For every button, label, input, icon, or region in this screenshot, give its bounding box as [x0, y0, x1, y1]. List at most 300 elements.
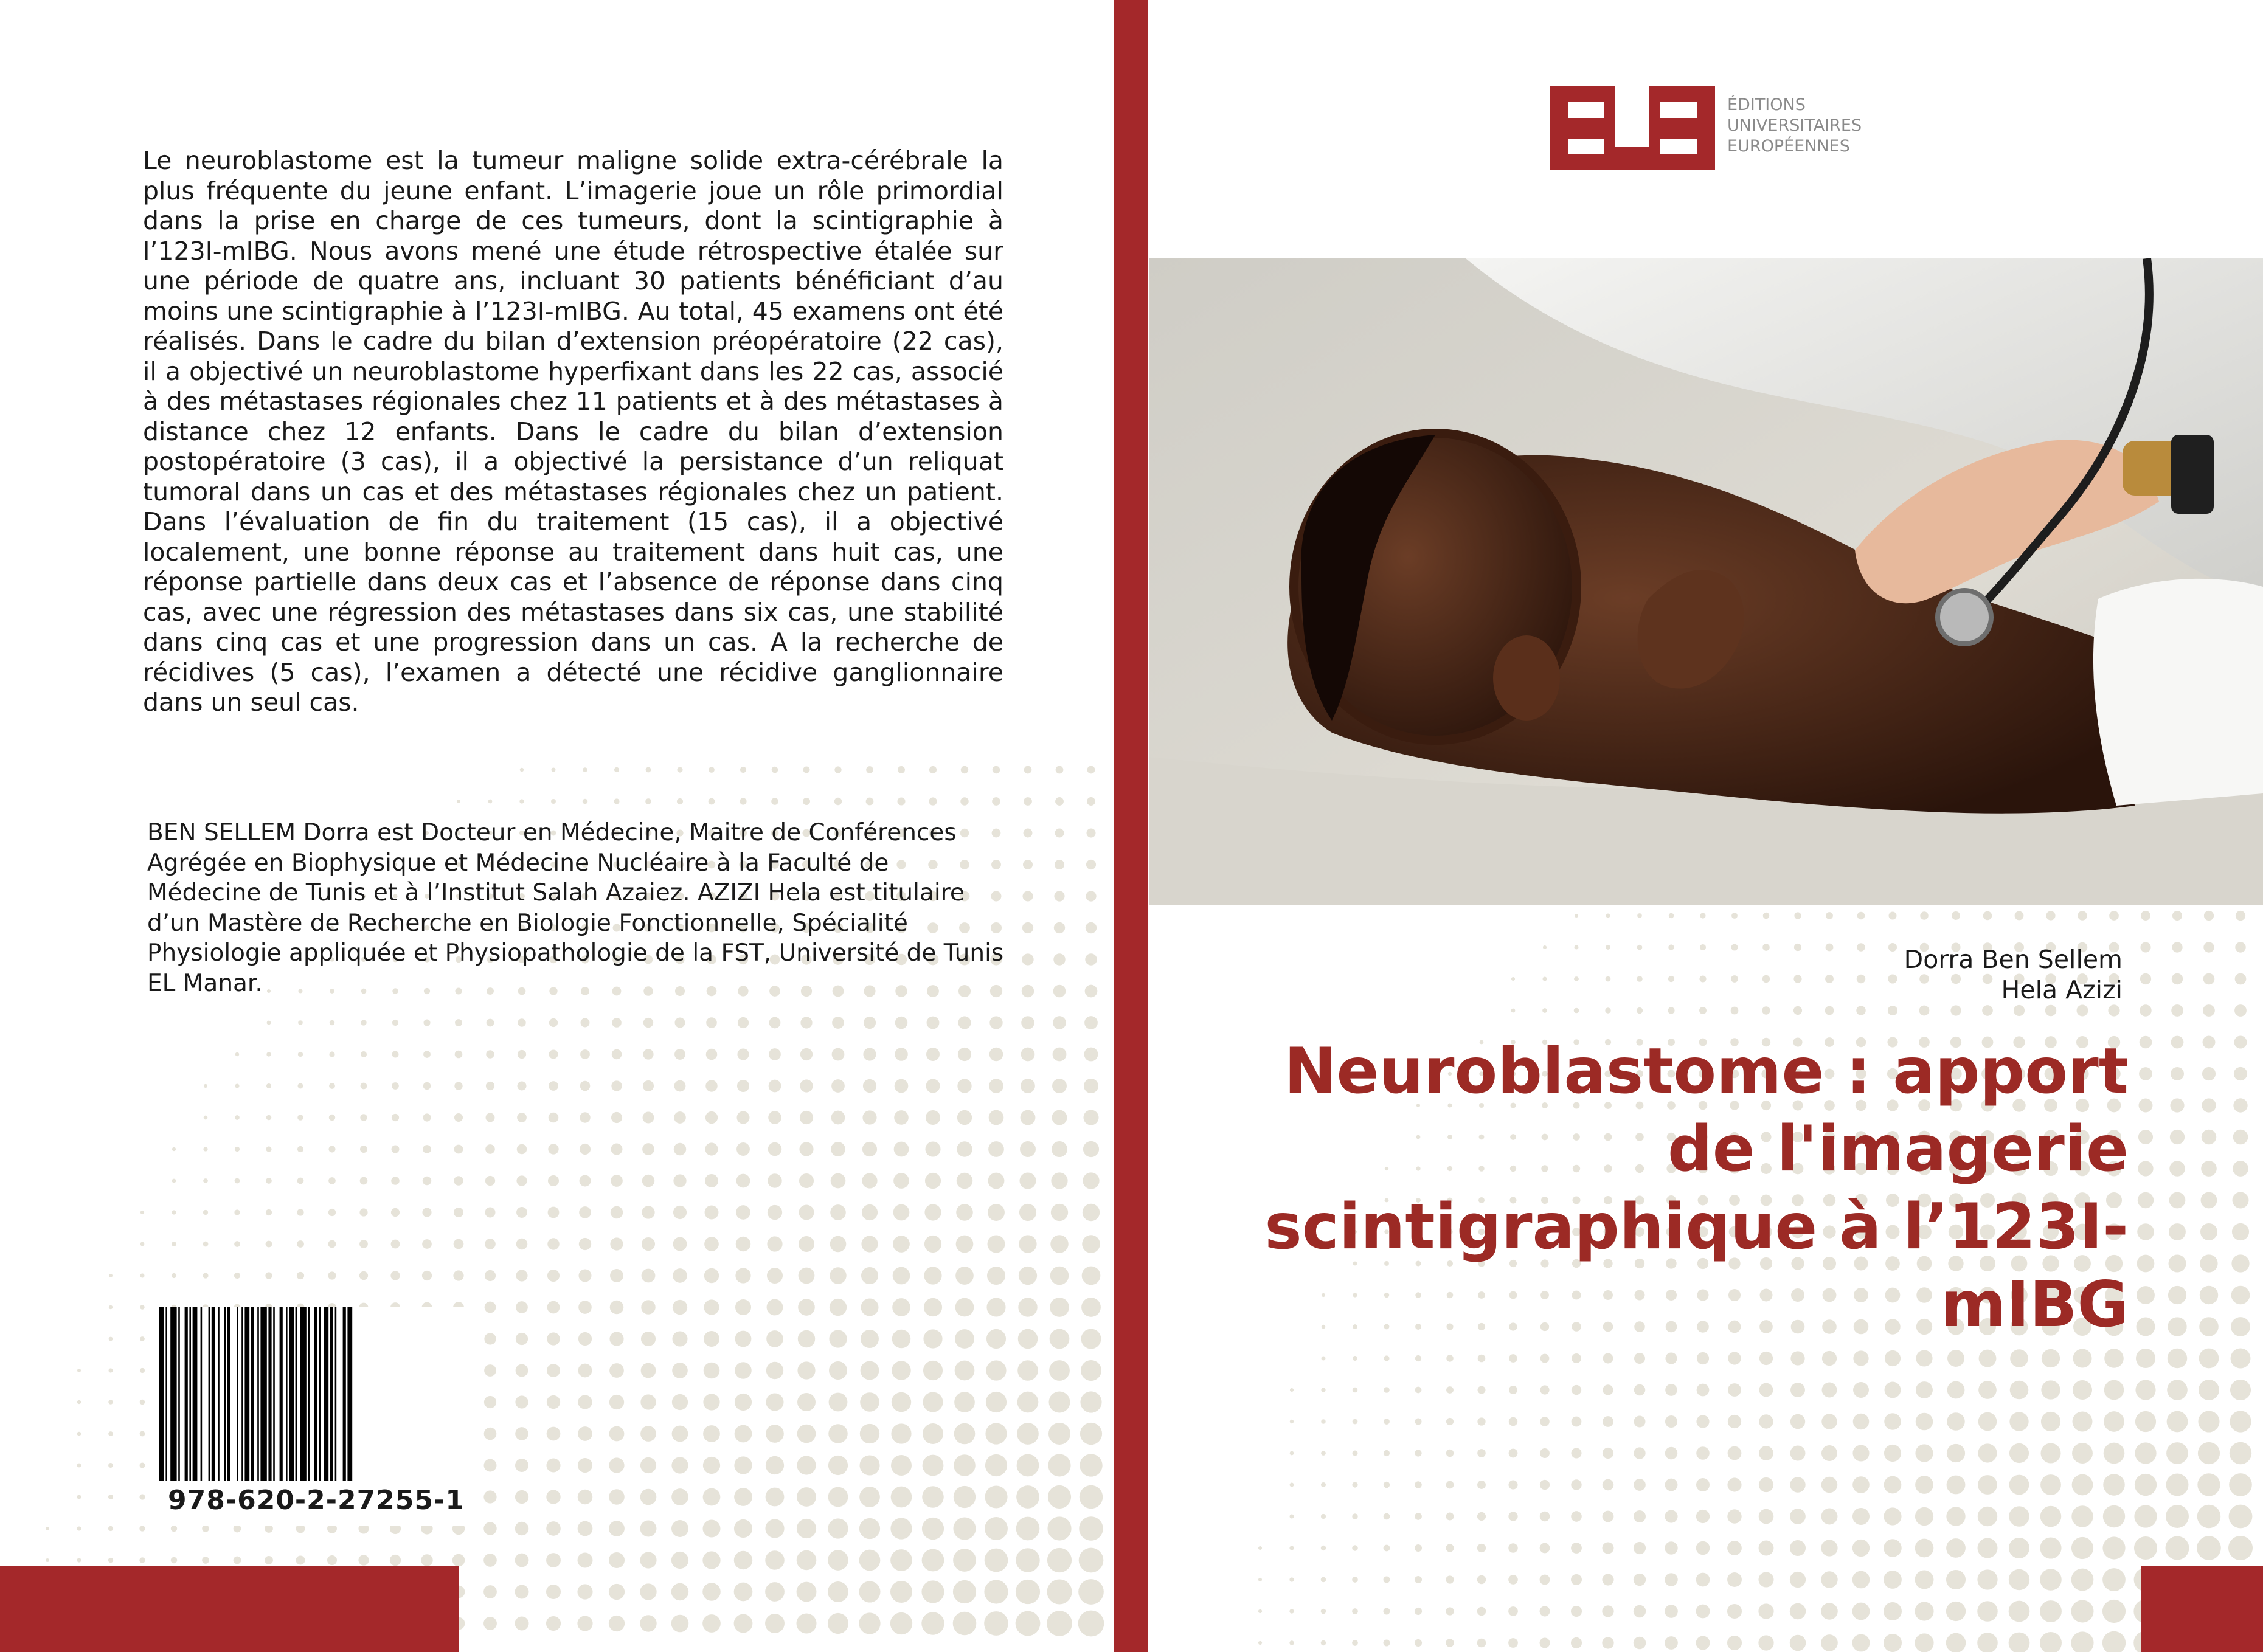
halftone-dot	[2199, 1349, 2219, 1369]
halftone-dot	[1977, 1601, 1998, 1622]
halftone-dot	[671, 1520, 688, 1537]
halftone-dot	[988, 1141, 1004, 1157]
cover-photo	[1149, 258, 2263, 905]
halftone-dot	[547, 1332, 560, 1345]
halftone-dot	[359, 1208, 367, 1216]
halftone-dot	[108, 1495, 113, 1499]
publisher-logo	[1550, 86, 1878, 170]
halftone-dot	[1020, 1141, 1036, 1157]
halftone-dot	[985, 1549, 1008, 1572]
barcode-bar	[251, 1307, 254, 1481]
halftone-dot	[2040, 1474, 2061, 1495]
barcode-bar	[273, 1307, 275, 1481]
halftone-dot	[703, 1425, 720, 1442]
halftone-dot	[578, 1395, 592, 1409]
halftone-dot	[2168, 1286, 2186, 1304]
halftone-dot	[641, 1300, 655, 1314]
halftone-dot	[1915, 1602, 1933, 1620]
halftone-dot	[797, 1582, 817, 1602]
halftone-dot	[549, 1113, 559, 1123]
halftone-dot	[1415, 1355, 1421, 1361]
halftone-dot	[1083, 1141, 1099, 1157]
halftone-dot	[235, 1178, 240, 1184]
halftone-dot	[1793, 1006, 1802, 1015]
halftone-dot	[1022, 953, 1033, 965]
halftone-dot	[892, 1330, 911, 1349]
halftone-dot	[1083, 1204, 1100, 1221]
halftone-dot	[1540, 1606, 1550, 1617]
halftone-dot	[766, 1456, 784, 1474]
back-cover-summary: Le neuroblastome est la tumeur maligne solide extra-cérébrale la plus fréquente du jeune enfant. L’imagerie joue un rôle primordial dans la prise en charge de ces tumeurs, dont la scintigraphie à l’123I-mIBG. Nous avons mené une étude rétrospective étalée sur une période de quatre ans, incluant 30 patients bénéficiant d’au moins une scintigraphie à l’123I-mIBG. Au total, 45 examens ont été réalisés. Dans le cadre du bilan d’extension préopératoire (22 cas), il a objectivé un neuroblastome hyperfixant dans les 22 cas, associé à des métastases régionales chez 11 patients et à des métastases à distance chez 12 enfants. Dans le cadre du bilan d’extension postopératoire (3 cas), il a objectivé la persistance d’un reliquat tumoral dans un cas et des métastases régionales chez un patient. Dans l’évaluation de fin du traitement (15 cas), il a objectivé localement, une bonne réponse au traitement dans huit cas, une réponse partielle dans deux cas et l’absence de réponse dans cinq cas, avec une régression des métastases dans six cas, une stabilité dans cinq cas et une progression dans un cas. A la recherche de récidives (5 cas), l’examen a détecté une récidive ganglionnaire dans un seul cas.	[143, 146, 1003, 717]
halftone-dot	[1016, 1580, 1040, 1604]
halftone-dot	[423, 1145, 431, 1153]
halftone-dot	[457, 800, 460, 803]
halftone-dot	[2166, 1505, 2189, 1528]
halftone-dot	[1082, 1235, 1100, 1253]
halftone-dot	[1543, 977, 1547, 981]
halftone-dot	[890, 1549, 912, 1571]
halftone-dot	[859, 1550, 881, 1571]
halftone-dot	[1697, 1352, 1709, 1364]
halftone-dot	[1477, 1607, 1486, 1616]
halftone-dot	[704, 1237, 719, 1251]
halftone-dot	[893, 1204, 910, 1221]
halftone-dot	[1049, 1360, 1070, 1381]
halftone-dot	[609, 1426, 625, 1442]
halftone-dot	[1508, 1480, 1517, 1489]
halftone-dot	[765, 1550, 785, 1570]
halftone-dot	[1352, 1640, 1358, 1646]
halftone-dot	[359, 1240, 368, 1248]
halftone-dot	[1916, 1381, 1933, 1398]
halftone-dot	[1665, 1479, 1678, 1491]
halftone-dot	[77, 1369, 81, 1372]
halftone-dot	[519, 799, 524, 803]
halftone-dot	[1915, 1476, 1933, 1494]
halftone-dot	[1017, 1423, 1039, 1445]
halftone-dot	[423, 1177, 432, 1186]
halftone-dot	[1727, 1636, 1742, 1650]
barcode-bar	[330, 1307, 333, 1481]
halftone-dot	[645, 798, 651, 804]
halftone-dot	[2203, 1036, 2216, 1049]
halftone-dot	[330, 1020, 334, 1025]
halftone-dot	[139, 1557, 145, 1563]
halftone-dot	[1821, 1571, 1837, 1588]
author-bio: BEN SELLEM Dorra est Docteur en Médecine, Maitre de Conférences Agrégée en Biophysique et Médecine Nucléaire à la Faculté de Médecine de Tunis et à l’Institut Salah Azaiez. AZIZI Hela est titulaire d’un Mastère de Recherche en Biologie Fonctionnelle, Spécialité Physiologie appliquée et Physiopathologie de la FST, Université de Tunis EL Manar.	[147, 819, 1004, 997]
halftone-dot	[2102, 1536, 2125, 1559]
halftone-dot	[2009, 1538, 2029, 1558]
halftone-dot	[924, 1236, 941, 1253]
halftone-dot	[1884, 1507, 1901, 1525]
halftone-dot	[863, 1079, 876, 1093]
halftone-dot	[671, 1583, 688, 1600]
halftone-dot	[611, 1080, 622, 1091]
halftone-dot	[702, 1519, 720, 1537]
halftone-dot	[2203, 973, 2215, 985]
halftone-dot	[1087, 797, 1095, 806]
halftone-dot	[771, 798, 778, 805]
halftone-dot	[202, 1557, 209, 1564]
halftone-dot	[895, 1079, 909, 1093]
halftone-dot	[2136, 1349, 2155, 1368]
halftone-dot	[862, 1173, 877, 1188]
halftone-dot	[579, 1238, 591, 1250]
halftone-dot	[2228, 1536, 2253, 1560]
halftone-dot	[1053, 953, 1065, 965]
halftone-dot	[767, 1268, 783, 1284]
halftone-dot	[2200, 1223, 2217, 1240]
halftone-dot	[485, 1302, 496, 1313]
halftone-dot	[234, 1209, 240, 1215]
barcode-bar	[286, 1307, 288, 1481]
halftone-dot	[2231, 1349, 2251, 1369]
halftone-dot	[772, 767, 778, 773]
halftone-dot	[580, 1049, 590, 1059]
halftone-dot	[1052, 1079, 1067, 1093]
halftone-dot	[517, 1081, 526, 1090]
halftone-dot	[673, 1300, 687, 1315]
barcode-bar	[237, 1307, 238, 1481]
halftone-dot	[516, 1239, 528, 1250]
halftone-dot	[1321, 1451, 1326, 1456]
halftone-dot	[2199, 1380, 2219, 1400]
halftone-dot	[1727, 1604, 1742, 1619]
halftone-dot	[736, 1174, 750, 1188]
halftone-dot	[925, 1173, 941, 1189]
halftone-dot	[2078, 911, 2087, 920]
halftone-dot	[1086, 922, 1097, 933]
halftone-dot	[988, 1204, 1005, 1221]
halftone-dot	[705, 1174, 718, 1187]
halftone-dot	[140, 1368, 145, 1373]
halftone-dot	[828, 1424, 848, 1443]
halftone-dot	[1853, 1350, 1868, 1366]
halftone-dot	[830, 1236, 847, 1253]
halftone-dot	[1384, 1545, 1390, 1552]
halftone-dot	[1790, 1635, 1806, 1651]
halftone-dot	[1603, 1448, 1613, 1459]
halftone-dot	[1081, 1298, 1101, 1317]
halftone-dot	[1606, 976, 1611, 982]
halftone-dot	[892, 1298, 910, 1316]
halftone-dot	[2134, 1536, 2157, 1560]
halftone-dot	[1822, 1351, 1837, 1366]
halftone-dot	[1477, 1481, 1486, 1489]
halftone-dot	[546, 1585, 561, 1599]
halftone-dot	[1024, 766, 1032, 774]
halftone-dot	[297, 1240, 304, 1248]
halftone-dot	[1759, 1477, 1773, 1492]
halftone-dot	[1050, 1267, 1069, 1285]
halftone-dot	[108, 1368, 113, 1372]
halftone-dot	[484, 1459, 497, 1472]
halftone-dot	[993, 766, 1000, 774]
halftone-dot	[2104, 1349, 2124, 1368]
halftone-dot	[834, 798, 842, 805]
halftone-dot	[954, 1392, 975, 1412]
halftone-dot	[740, 798, 746, 804]
halftone-dot	[609, 1616, 625, 1631]
halftone-dot	[2168, 1317, 2186, 1336]
halftone-dot	[2102, 1568, 2126, 1591]
halftone-dot	[1822, 1383, 1837, 1398]
halftone-dot	[955, 1361, 975, 1381]
halftone-dot	[640, 1552, 656, 1568]
halftone-dot	[610, 1269, 623, 1282]
halftone-dot	[1446, 1418, 1454, 1425]
halftone-dot	[452, 1554, 465, 1567]
halftone-dot	[1086, 828, 1095, 837]
halftone-dot	[953, 1580, 976, 1603]
halftone-dot	[487, 1019, 494, 1027]
barcode-bar	[227, 1307, 230, 1481]
halftone-dot	[266, 1178, 272, 1184]
halftone-dot	[829, 1330, 847, 1347]
halftone-dot	[1321, 1388, 1325, 1392]
halftone-dot	[1290, 1451, 1294, 1456]
halftone-dot	[1078, 1579, 1104, 1605]
halftone-dot	[515, 1490, 528, 1504]
halftone-dot	[1047, 1548, 1072, 1572]
halftone-dot	[799, 1268, 815, 1284]
halftone-dot	[1916, 1413, 1933, 1431]
halftone-dot	[1634, 1510, 1646, 1522]
halftone-dot	[46, 1527, 49, 1530]
halftone-dot	[671, 1615, 689, 1633]
halftone-dot	[1024, 797, 1032, 806]
halftone-dot	[765, 1519, 784, 1538]
halftone-dot	[358, 1555, 369, 1565]
halftone-dot	[108, 1400, 113, 1404]
halftone-dot	[1078, 1611, 1104, 1637]
halftone-dot	[1477, 1544, 1486, 1552]
halftone-dot	[1665, 1636, 1678, 1650]
halftone-dot	[235, 1147, 240, 1152]
halftone-dot	[234, 1241, 240, 1247]
halftone-dot	[1572, 1353, 1581, 1363]
halftone-dot	[46, 1558, 49, 1562]
halftone-dot	[1790, 1446, 1806, 1461]
halftone-dot	[549, 1018, 558, 1027]
halftone-dot	[2109, 911, 2119, 921]
halftone-dot	[642, 1175, 655, 1187]
halftone-dot	[609, 1457, 624, 1473]
halftone-dot	[642, 1269, 656, 1283]
halftone-dot	[2170, 1130, 2185, 1144]
halftone-dot	[831, 1142, 845, 1156]
halftone-dot	[1384, 1419, 1390, 1425]
halftone-dot	[1665, 1352, 1677, 1364]
barcode-bar	[268, 1307, 271, 1481]
halftone-dot	[986, 1329, 1006, 1349]
halftone-dot	[2010, 1381, 2029, 1400]
halftone-dot	[984, 1580, 1008, 1603]
halftone-dot	[1511, 1009, 1516, 1013]
halftone-dot	[2104, 1443, 2125, 1464]
halftone-dot	[2073, 1412, 2093, 1432]
halftone-dot	[1321, 1514, 1326, 1519]
halftone-dot	[891, 1455, 912, 1476]
halftone-dot	[422, 1239, 432, 1249]
halftone-dot	[1759, 1446, 1773, 1460]
halftone-dot	[956, 1204, 973, 1221]
halftone-dot	[2202, 1130, 2216, 1144]
halftone-dot	[1415, 1481, 1422, 1488]
halftone-dot	[1665, 1384, 1677, 1396]
halftone-dot	[766, 1330, 783, 1347]
halftone-dot	[1509, 1354, 1517, 1363]
halftone-dot	[2103, 1474, 2125, 1496]
halftone-dot	[1763, 913, 1770, 919]
halftone-dot	[172, 1210, 176, 1214]
halftone-dot	[423, 1019, 430, 1026]
halftone-dot	[735, 1331, 752, 1347]
halftone-dot	[894, 1142, 909, 1157]
halftone-dot	[171, 1526, 177, 1532]
halftone-dot	[2014, 1005, 2025, 1016]
infant-stethoscope-photo	[1149, 258, 2263, 905]
halftone-dot	[1352, 1513, 1357, 1519]
halftone-dot	[988, 1236, 1005, 1253]
halftone-dot	[2137, 1223, 2154, 1240]
halftone-dot	[551, 799, 556, 804]
halftone-dot	[77, 1464, 81, 1468]
halftone-dot	[1575, 945, 1579, 950]
halftone-dot	[925, 1141, 940, 1156]
halftone-dot	[2009, 1633, 2030, 1652]
halftone-dot	[803, 767, 810, 773]
halftone-dot	[516, 1207, 527, 1218]
halftone-dot	[1016, 1548, 1040, 1572]
halftone-dot	[140, 1336, 145, 1341]
halftone-dot	[423, 1113, 431, 1121]
halftone-dot	[1477, 1575, 1486, 1584]
halftone-dot	[203, 1178, 208, 1183]
halftone-dot	[1055, 829, 1064, 838]
halftone-dot	[454, 1239, 464, 1249]
halftone-dot	[1446, 1544, 1454, 1552]
halftone-dot	[892, 1392, 911, 1412]
halftone-dot	[924, 1204, 941, 1220]
halftone-dot	[702, 1551, 720, 1569]
halftone-dot	[860, 1424, 879, 1443]
publisher-name	[1727, 95, 1862, 157]
halftone-dot	[140, 1211, 144, 1214]
halftone-dot	[2073, 1349, 2091, 1367]
halftone-dot	[1915, 1571, 1934, 1589]
halftone-dot	[1353, 1356, 1357, 1361]
halftone-dot	[581, 1018, 590, 1028]
halftone-dot	[609, 1552, 625, 1568]
halftone-dot	[704, 1331, 719, 1347]
halftone-dot	[455, 1019, 462, 1026]
halftone-dot	[1048, 1454, 1070, 1476]
halftone-dot	[1446, 1575, 1454, 1583]
halftone-dot	[800, 1048, 813, 1060]
halftone-dot	[1794, 912, 1801, 919]
halftone-dot	[1947, 1412, 1965, 1431]
halftone-dot	[672, 1394, 688, 1410]
halftone-dot	[2140, 973, 2151, 984]
halftone-dot	[2169, 1223, 2186, 1240]
halftone-dot	[957, 1110, 972, 1125]
halftone-dot	[890, 1518, 912, 1539]
halftone-dot	[516, 1364, 528, 1377]
halftone-dot	[391, 1208, 400, 1217]
halftone-dot	[1697, 1384, 1710, 1397]
halftone-dot	[1258, 1578, 1262, 1581]
halftone-dot	[2171, 1036, 2184, 1049]
halftone-dot	[1731, 913, 1738, 919]
halftone-dot	[765, 1614, 785, 1633]
halftone-dot	[2233, 1130, 2248, 1145]
halftone-dot	[924, 1298, 942, 1316]
halftone-dot	[1415, 1513, 1422, 1520]
halftone-dot	[1081, 1360, 1101, 1381]
halftone-dot	[392, 1051, 399, 1058]
halftone-dot	[1634, 1353, 1645, 1364]
halftone-dot	[297, 1178, 304, 1184]
halftone-dot	[2009, 1569, 2029, 1590]
halftone-dot	[2140, 1036, 2152, 1049]
halftone-dot	[1637, 945, 1643, 950]
halftone-dot	[1571, 1448, 1581, 1458]
barcode-bar	[178, 1307, 180, 1481]
halftone-dot	[866, 798, 874, 806]
halftone-dot	[2071, 1631, 2093, 1652]
halftone-dot	[1086, 891, 1096, 901]
halftone-dot	[392, 1082, 399, 1090]
halftone-dot	[2140, 942, 2150, 952]
halftone-dot	[579, 1206, 591, 1218]
halftone-dot	[2197, 1473, 2220, 1496]
halftone-dot	[1509, 1417, 1517, 1426]
halftone-dot	[834, 766, 841, 773]
halftone-dot	[797, 1456, 816, 1474]
halftone-dot	[1888, 1006, 1897, 1015]
halftone-dot	[832, 1017, 844, 1029]
halftone-dot	[702, 1614, 721, 1633]
halftone-dot	[1731, 1007, 1739, 1015]
halftone-dot	[1016, 1611, 1041, 1636]
halftone-dot	[139, 1526, 145, 1531]
halftone-dot	[1290, 1388, 1294, 1392]
halftone-dot	[1947, 1381, 1965, 1399]
halftone-dot	[1322, 1357, 1326, 1361]
back-cover-red-bar	[0, 1566, 459, 1652]
halftone-dot	[924, 1267, 941, 1284]
halftone-dot	[1018, 1329, 1038, 1349]
halftone-dot	[2168, 1254, 2186, 1272]
halftone-dot	[1884, 1571, 1902, 1589]
halftone-dot	[583, 799, 588, 804]
halftone-dot	[891, 1423, 911, 1443]
halftone-dot	[1478, 1386, 1486, 1394]
halftone-dot	[1021, 1016, 1034, 1029]
halftone-dot	[359, 1271, 368, 1280]
halftone-dot	[1728, 1383, 1741, 1397]
halftone-dot	[1024, 829, 1033, 838]
halftone-dot	[1790, 1477, 1805, 1492]
halftone-dot	[1983, 911, 1992, 920]
halftone-dot	[799, 1173, 814, 1188]
halftone-dot	[578, 1521, 593, 1536]
halftone-dot	[1575, 914, 1578, 918]
author-name: Hela Azizi	[2001, 975, 2123, 1004]
halftone-dot	[2167, 1380, 2188, 1400]
halftone-dot	[1540, 1417, 1550, 1426]
